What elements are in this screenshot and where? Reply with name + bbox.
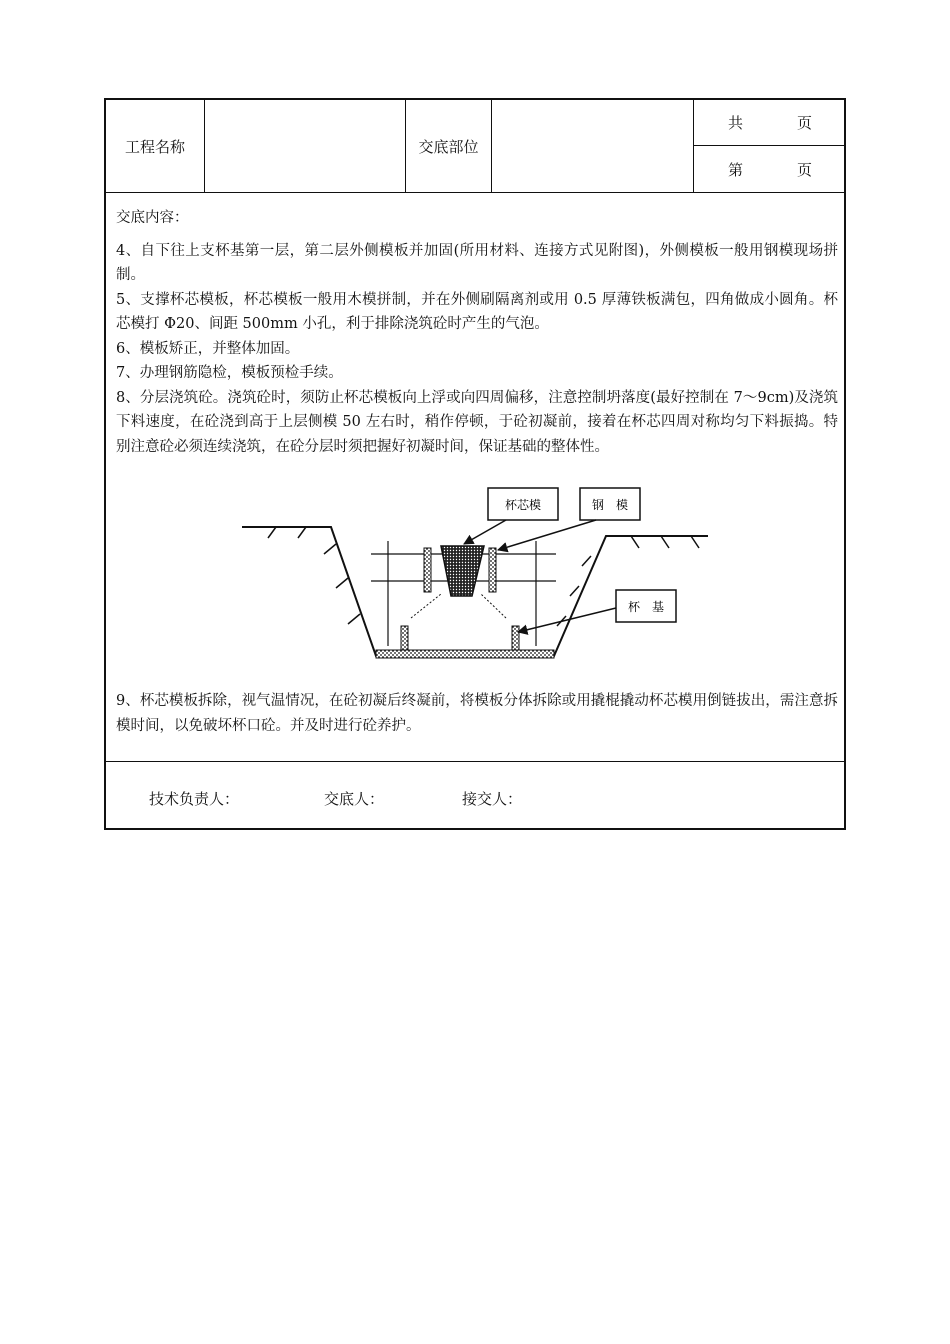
disclosure-form xyxy=(104,98,846,830)
label-cup-core xyxy=(488,488,558,520)
label-steel-mold-text: 钢 模 xyxy=(591,498,629,512)
grid-line xyxy=(106,192,846,193)
tech-lead-signature[interactable]: 技术负责人： xyxy=(149,790,240,808)
arrow-cup-core xyxy=(464,520,506,544)
label-cup-base-text: 杯 基 xyxy=(627,600,665,614)
receiver-signature[interactable]: 接交人： xyxy=(462,790,523,808)
project-name-field[interactable] xyxy=(205,100,405,192)
location-field[interactable] xyxy=(492,100,693,192)
discloser-signature[interactable]: 交底人： xyxy=(324,790,385,808)
page-number xyxy=(694,146,846,192)
step-4: 4、自下往上支杯基第一层，第二层外侧模板并加固(所用材料、连接方式见附图)，外侧模板一般用钢模现场拼制。 xyxy=(116,242,838,283)
project-name-label: 工程名称 xyxy=(124,137,185,156)
step-8: 8、分层浇筑砼。浇筑砼时，须防止杯芯模板向上浮或向四周偏移，注意控制坍落度(最好控制在 7～9cm)及浇筑下料速度，在砼浇到高于上层侧模 50 左右时，稍作停顿，于砼初凝前，接着在杯芯四周对称均匀下料振捣。特别注意砼必须连续浇筑，在砼分层时须把握好初凝时间，保证基础的整体性。 xyxy=(116,389,838,455)
label-cup-core-text: 杯芯模 xyxy=(504,498,542,512)
cup-core-mold-shape xyxy=(441,546,484,596)
step-5: 5、支撑杯芯模板，杯芯模板一般用木模拼制，并在外侧刷隔离剂或用 0.5 厚薄铁板满包，四角做成小圆角。杯芯模打 Φ20、间距 500mm 小孔，利于排除浇筑砼时产生的气泡。 xyxy=(116,291,838,332)
total-pages-unit: 页 xyxy=(796,114,812,132)
disclosure-content xyxy=(116,206,838,459)
total-pages xyxy=(694,100,846,145)
page-number-unit: 页 xyxy=(796,160,812,179)
arrow-steel-mold xyxy=(498,520,596,550)
label-cup-base xyxy=(616,590,676,622)
page-number-label: 第 xyxy=(728,160,744,179)
step-6: 6、模板矫正，并整体加固。 xyxy=(116,340,300,357)
step-9: 9、杯芯模板拆除，视气温情况，在砼初凝后终凝前，将模板分体拆除或用撬棍撬动杯芯模用倒链拔出，需注意拆模时间，以免破坏杯口砼。并及时进行砼养护。 xyxy=(116,693,838,734)
cup-foundation-diagram xyxy=(236,486,716,671)
content-heading: 交底内容： xyxy=(116,210,189,226)
label-steel-mold xyxy=(580,488,640,520)
total-pages-label: 共 xyxy=(728,114,744,132)
grid-line xyxy=(106,761,846,762)
location-label: 交底部位 xyxy=(418,137,479,156)
step-7: 7、办理钢筋隐检，模板预检手续。 xyxy=(116,365,343,381)
